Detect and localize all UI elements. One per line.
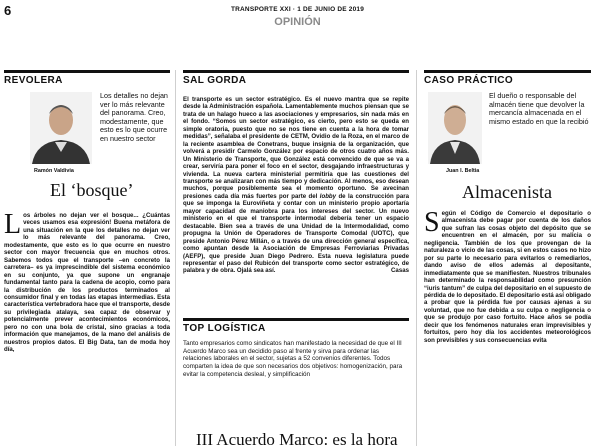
sal-gorda-name-gonzalez: Carmelo González (237, 148, 291, 156)
sal-gorda-name-perez: Antonio Pérez Millán (206, 237, 268, 245)
top-logistica-lead: Tanto empresarios como sindicatos han manifestado la necesidad de que el III Acuerdo Marco sea un decidido paso al frente y sirva para ordenar las relaciones laborales en el sector, sujetas a 52 convenios diferentes. Todos comparten la idea de que son necesarios dos objetivos: homogenización, para evitar la competencia desleal, y simplificación (183, 340, 403, 378)
caso-practico-body (424, 210, 591, 446)
caso-practico-headline: Almacenista (462, 182, 552, 202)
publication-line: TRANSPORTE XXI · 1 DE JUNIO DE 2019 (230, 6, 365, 13)
revolera-dropcap: L (4, 212, 22, 240)
top-logistica-headline: III Acuerdo Marco: es la hora (196, 430, 398, 446)
sal-gorda-seg-2: , en el marco de la reciente asamblea de Conetrans, buque insignia de la organización, que volverá a presidir (183, 133, 409, 156)
page-header (0, 0, 595, 36)
revolera-body (4, 212, 170, 446)
caso-practico-dropcap: S (424, 210, 440, 238)
column-divider-right (416, 70, 417, 446)
sal-gorda-name-rosa: CETM, Ovidio de la Roza (290, 133, 363, 141)
sal-gorda-body (183, 96, 409, 310)
page-number: 6 (4, 3, 12, 18)
author-photo-caso (428, 92, 482, 164)
revolera-title: REVOLERA (4, 70, 170, 86)
sal-gorda-title: SAL GORDA (183, 70, 409, 86)
sal-gorda-seg-6: de la construcción para que se imponga la Euroviñeta y contar con un ministerio propio aportaría mayor capacidad de maniobra para los intereses del sector. Un nuevo ministerio en el que el transporte intermodal debería tener un espacio destacable. Bien sea a través de una Unidad de la Intermodalidad, como propugna la Unión de Operadores de Transporte Comodal (UOTC), que preside (183, 192, 409, 245)
revolera-headline: El ‘bosque’ (50, 180, 134, 200)
revolera-author: Ramón Valdivia (34, 168, 74, 174)
caso-practico-body-text: egún el Código de Comercio el depositario o almacenista debe pagar por cuenta de los daños que sufran las cosas objeto del depósito que se encuentren en el almacén, por su malicia o negligencia. También de los que provengan de la naturaleza o vicio de las cosas, si en estos casos no hizo por su parte lo necesario para evitarlos o remediarlos, dando aviso de ellos además al depositante, inmediatamente que se manifiesten. Nuestros tribunales han determinado la responsabilidad como presunción “iuris tantum” de culpa del depositario en el supuesto de pérdida de lo depositado. El depositario está así obligado a probar que la pérdida fue por causas ajenas a su voluntad, que no fue debida a su culpa o negligencia o que se produjo por caso fortuito. Hace años se podía decir que los fenómenos naturales eran imprevisibles y fortuitos, pero hoy día los accidentes meteorológicos son previsibles y sus consecuencias evita (424, 210, 591, 344)
sal-gorda-seg-0: El transporte es un sector estratégico. Es el nuevo mantra que se repite desde la Administración española. Lamentablemente muchos piensan que se trata de un halago hueco a las asociaciones y empresarios, sin nada más en el fondo. “Somos un sector estratégico, es cierto, pero esto se queda en simple oratoria, puesto que no se nos tiene en cuenta a la hora de tomar medidas”, señalaba el presidente de (183, 96, 409, 141)
portrait-icon (428, 92, 482, 164)
sal-gorda-lobby: lobby (319, 192, 337, 200)
author-photo-revolera (30, 92, 92, 164)
sal-gorda-seg-4: por espacio de otros cuatro años más. Un Ministerio de Transporte, que González está convencido de que se va a crear, serviría para poner el foco en el sector, desgajando infraestructuras y vivienda. La nueva cartera ministerial permitiría que las cuestiones del transporte se analizaran con más tiempo y dedicación. Al menos, eso desean muchos, porque posiblemente sea el momento oportuno. Se avecinan presiones cada día más fuertes por parte del (183, 148, 409, 200)
caso-practico-blurb: El dueño o responsable del almacén tiene que devolver la mercancía almacenada en el mismo estado en que la recibió (489, 91, 589, 126)
revolera-blurb: Los detalles no dejan ver lo más relevante del panorama. Creo, modestamente, que esto es lo que ocurre en nuestro sector (100, 91, 168, 143)
caso-practico-title: CASO PRÁCTICO (424, 70, 591, 86)
sal-gorda-seg-8: , o a través de una dirección general específica, como apuntan desde la Asociación de Empresas Ferroviarias Privadas (AEFP), que preside (183, 237, 409, 260)
sal-gorda-signature: Casas (391, 267, 409, 275)
column-divider-left (175, 70, 176, 446)
top-logistica-title: TOP LOGÍSTICA (183, 318, 409, 334)
sal-gorda-name-pedrero: Juan Diego Pedrero (249, 252, 313, 260)
sal-gorda-seg-10: . Esta nueva legislatura puede representar el paso del Rubicón del transporte como sector estratégico, de palabra y de obra. Ojalá sea así. (183, 252, 409, 275)
section-label: OPINIÓN (274, 16, 321, 28)
portrait-icon (30, 92, 92, 164)
caso-practico-author: Juan I. Beltia (446, 168, 480, 174)
revolera-body-text: os árboles no dejan ver el bosque... ¿Cuántas veces usamos esa expresión! Buena metáfora de una situación en la que los detalles no dejan ver lo más relevante del panorama. Creo, modestamente, que esto es lo que ocurre en nuestro sector con mayor frecuencia que en muchos otros. Sabemos todos que el transporte –en concreto la carretera– es ya imprescindible del sistema económico en su conjunto, ya que supone un engranaje fundamental tanto para la cadena de acopio, como para la distribución de los productos terminados al consumidor final y en todas las etapas intermedias. Esta característica vertebradora hace que el transporte, desde su privilegiada atalaya, sea capaz de observar y potencialmente prever acontecimientos económicos, pero no con una bola de cristal, sino gracias a toda información que manejamos, de la mano del análisis de nuestros propios datos. El Big Data, tan de moda hoy día, (4, 212, 170, 354)
